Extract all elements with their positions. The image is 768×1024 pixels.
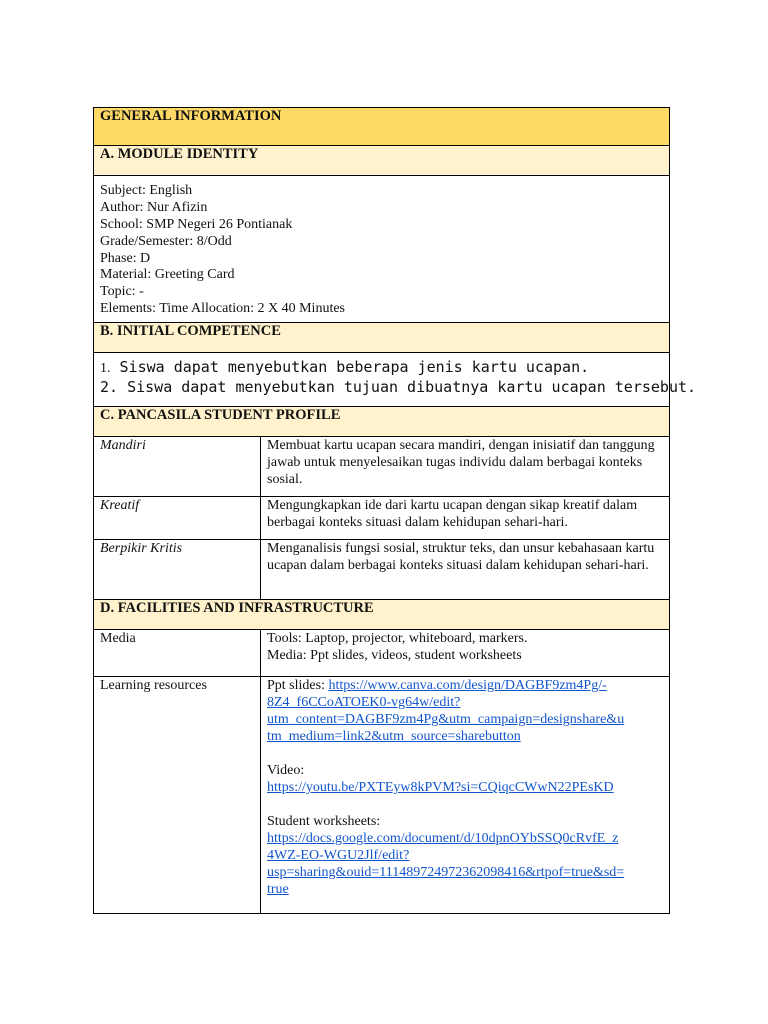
profile-row — [94, 437, 670, 497]
video-link[interactable]: https://youtu.be/PXTEyw8kPVM?si=CQiqcCWwN22PEsKD — [267, 780, 614, 795]
profile-row — [94, 497, 670, 540]
competence-item: 1. Siswa dapat menyebutkan beberapa jenis kartu ucapan. — [100, 358, 590, 376]
learning-resources-label: Learning resources — [94, 677, 261, 914]
media-details — [261, 630, 670, 677]
module-identity-heading-row — [94, 146, 670, 176]
ppt-slides-entry — [267, 677, 663, 745]
identity-school: School: SMP Negeri 26 Pontianak — [100, 216, 293, 232]
profile-row — [94, 540, 670, 600]
ppt-slides-link[interactable]: https://www.canva.com/design/DAGBF9zm4Pg/- 8Z4_f6CCoATOEK0-vg64w/edit? utm_content=DAGBF9zm4Pg&utm_campaign=designshare&u tm_medium=link2&utm_source=sharebutton — [267, 678, 625, 744]
module-identity-row — [94, 176, 670, 323]
identity-material: Material: Greeting Card — [100, 267, 235, 283]
ppt-slides-label: Ppt slides: — [267, 678, 329, 693]
module-identity-details — [94, 176, 670, 323]
general-information-heading: GENERAL INFORMATION — [94, 108, 670, 146]
media-tools: Tools: Laptop, projector, whiteboard, markers. — [267, 631, 528, 646]
identity-topic: Topic: - — [100, 284, 144, 300]
profile-description: Membuat kartu ucapan secara mandiri, dengan inisiatif dan tanggung jawab untuk menyelesaikan tugas individu dalam berbagai konteks sosial. — [261, 437, 670, 497]
identity-elements: Elements: Time Allocation: 2 X 40 Minutes — [100, 301, 345, 317]
media-row — [94, 630, 670, 677]
pancasila-heading-row — [94, 407, 670, 437]
learning-resources-row — [94, 677, 670, 914]
identity-grade-semester: Grade/Semester: 8/Odd — [100, 233, 232, 249]
identity-author: Author: Nur Afizin — [100, 199, 208, 215]
module-identity-heading: A. MODULE IDENTITY — [94, 146, 670, 176]
pancasila-heading: C. PANCASILA STUDENT PROFILE — [94, 407, 670, 437]
media-label: Media — [94, 630, 261, 677]
identity-subject: Subject: English — [100, 183, 193, 198]
video-label: Video: — [267, 763, 305, 778]
student-worksheets-label: Student worksheets: — [267, 814, 381, 829]
initial-competence-heading-row — [94, 323, 670, 353]
profile-label: Berpikir Kritis — [94, 540, 261, 600]
media-media: Media: Ppt slides, videos, student worksheets — [267, 648, 522, 663]
profile-description: Menganalisis fungsi sosial, struktur teks, dan unsur kebahasaan kartu ucapan dalam berbagai konteks situasi dalam kehidupan sehari-hari. — [261, 540, 670, 600]
profile-label: Kreatif — [94, 497, 261, 540]
initial-competence-list — [94, 353, 697, 407]
facilities-heading-row — [94, 600, 670, 630]
facilities-heading: D. FACILITIES AND INFRASTRUCTURE — [94, 600, 670, 630]
profile-label: Mandiri — [94, 437, 261, 497]
general-information-row — [94, 108, 670, 146]
learning-resources-details — [261, 677, 670, 914]
identity-phase: Phase: D — [100, 250, 151, 266]
profile-description: Mengungkapkan ide dari kartu ucapan dengan sikap kreatif dalam berbagai konteks situasi dalam kehidupan sehari-hari. — [261, 497, 670, 540]
competence-item: 2. Siswa dapat menyebutkan tujuan dibuatnya kartu ucapan tersebut. — [100, 378, 697, 396]
initial-competence-heading: B. INITIAL COMPETENCE — [94, 323, 670, 353]
student-worksheets-link[interactable]: https://docs.google.com/document/d/10dpnOYbSSQ0cRvfE_z 4WZ-EO-WGU2Jlf/edit? usp=sharing&ouid=111489724972362098416&rtpof=true&sd= true — [267, 831, 625, 897]
initial-competence-row — [94, 353, 670, 407]
module-table — [93, 107, 697, 914]
